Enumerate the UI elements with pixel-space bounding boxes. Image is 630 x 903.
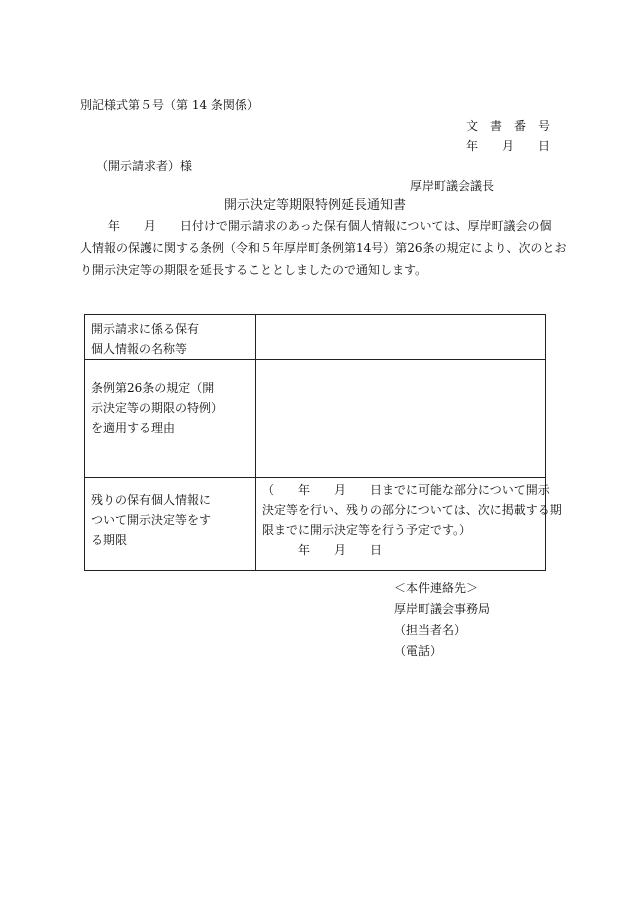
label-line: 条例第26条の規定（開 (91, 381, 215, 395)
notice-body-line: り開示決定等の期限を延長することとしましたので通知します。 (80, 263, 428, 277)
sender: 厚岸町議会議長 (410, 179, 495, 193)
label-cell-info-name (85, 315, 256, 360)
form-reference: 別記様式第５号（第 14 条関係） (80, 98, 259, 112)
table-row (85, 315, 546, 360)
extension-info-table (84, 314, 562, 571)
addressee: （開示請求者）様 (96, 159, 193, 173)
document-title: 開示決定等期限特例延長通知書 (223, 198, 406, 213)
label-line: ついて開示決定等をす (91, 513, 212, 527)
value-cell-reason (256, 360, 546, 478)
label-cell-reason (85, 360, 256, 478)
value-line: 限までに開示決定等を行う予定です。） (262, 523, 472, 537)
label-line: る期限 (91, 533, 128, 547)
label-line: 開示請求に係る保有 (91, 322, 200, 336)
label-line: 個人情報の名称等 (91, 342, 188, 356)
label-cell-deadline (85, 478, 256, 571)
contact-block (394, 578, 490, 662)
contact-phone: （電話） (394, 644, 443, 658)
value-cell-info-name (256, 315, 546, 360)
table-row (85, 360, 546, 478)
label-line: 示決定等の期限の特例） (91, 401, 224, 415)
contact-person: （担当者名） (394, 623, 467, 637)
value-line: （ 年 月 日までに可能な部分について開示 (262, 483, 550, 497)
value-line: 年 月 日 (262, 543, 383, 557)
contact-office: 厚岸町議会事務局 (394, 602, 491, 616)
label-line: を適用する理由 (91, 421, 176, 435)
contact-heading: ＜本件連絡先＞ (394, 581, 479, 595)
value-cell-deadline (256, 478, 562, 571)
notice-body-line: 年 月 日付けで開示請求のあった保有個人情報については、厚岸町議会の個 (80, 219, 552, 233)
label-line: 残りの保有個人情報に (91, 493, 212, 507)
document-date: 年 月 日 (465, 139, 550, 153)
table-row (85, 478, 546, 571)
document-number: 文 書 番 号 (465, 119, 550, 133)
notice-body-line: 人情報の保護に関する条例（令和５年厚岸町条例第14号）第26条の規定により、次のとお (80, 241, 567, 255)
notice-body (80, 215, 567, 281)
value-line: 決定等を行い、残りの部分については、次に掲載する期 (262, 503, 562, 517)
